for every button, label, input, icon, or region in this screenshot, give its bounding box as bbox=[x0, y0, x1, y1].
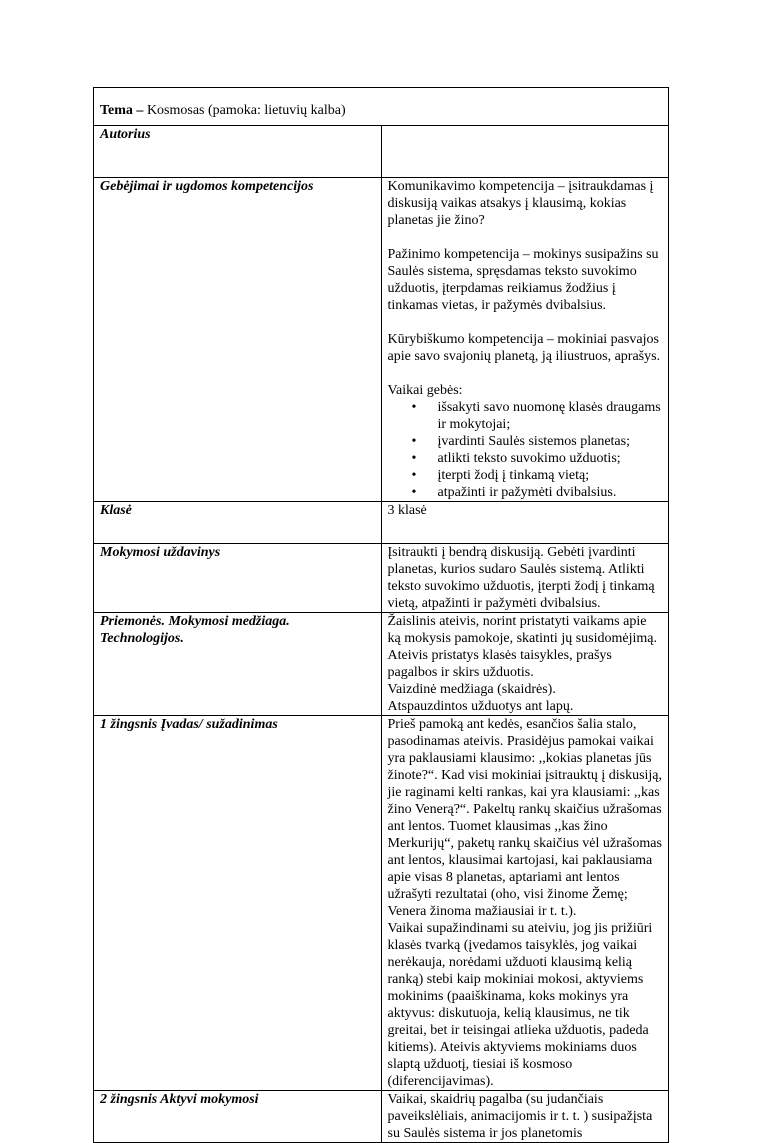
competence-creativity: Kūrybiškumo kompetencija – mokiniai pasvajos apie savo svajonių planetą, ją iliustruos, aprašys. bbox=[387, 332, 661, 364]
value-priemones bbox=[381, 613, 669, 716]
row-uzdavinys bbox=[94, 544, 669, 613]
label-zingsnis-2: 2 žingsnis Aktyvi mokymosi bbox=[94, 1091, 382, 1143]
row-autorius bbox=[94, 126, 669, 178]
row-zingsnis-2 bbox=[94, 1091, 669, 1143]
materials-line: Atspauzdintos užduotys ant lapų. bbox=[387, 699, 574, 714]
title-cell bbox=[94, 88, 669, 126]
step1-paragraph: Prieš pamoką ant kedės, esančios šalia stalo, pasodinamas ateivis. Prasidėjus pamokai vaikai yra paklausiami klausimo: ,,kokias planetas jūs žinote?“. Kad visi mokiniai įsitrauktų į diskusiją, jie raginami kelti rankas, kai yra klausiami: ,,kas žino Venerą?“. Pakeltų rankų skaičius užrašomas ant lentos. Tuomet klausimas ,,kas žino Merkurijų“, paketų rankų skaičius vėl užrašomas ant lentos, klausimai kartojasi, kai paklausiama apie visas 8 planetas, aptariami ant lentos užrašyti rezultatai (oho, visi žinome Žemę; Venera žinoma mažiausiai ir t. t.). bbox=[387, 717, 663, 919]
label-uzdavinys: Mokymosi uždavinys bbox=[94, 544, 382, 613]
value-uzdavinys: Įsitraukti į bendrą diskusiją. Gebėti įvardinti planetas, kurios sudaro Saulės sistemą. Atlikti teksto suvokimo užduotis, įterpti žodį į tinkamą vietą, atpažinti ir pažymėti dvibalsius. bbox=[381, 544, 669, 613]
row-klase bbox=[94, 502, 669, 544]
competence-cognition: Pažinimo kompetencija – mokinys susipažins su Saulės sistema, spręsdamas teksto suvokimo užduotis, įterpdamas reikiamus žodžius į tinkamas vietas, ir pažymės dvibalsius. bbox=[387, 247, 659, 313]
value-autorius bbox=[381, 126, 669, 178]
title-row bbox=[94, 88, 669, 126]
skills-list bbox=[388, 399, 663, 501]
row-priemones bbox=[94, 613, 669, 716]
row-gebejimai bbox=[94, 178, 669, 502]
label-klase: Klasė bbox=[94, 502, 382, 544]
list-item: • įvardinti Saulės sistemos planetas; bbox=[426, 433, 663, 450]
value-klase: 3 klasė bbox=[381, 502, 669, 544]
list-item: • atlikti teksto suvokimo užduotis; bbox=[426, 450, 663, 467]
label-priemones: Priemonės. Mokymosi medžiaga. Technologijos. bbox=[94, 613, 382, 716]
skills-intro: Vaikai gebės: bbox=[387, 383, 463, 398]
value-gebejimai bbox=[381, 178, 669, 502]
row-zingsnis-1 bbox=[94, 716, 669, 1091]
lesson-plan-page bbox=[93, 87, 669, 1143]
list-item: • išsakyti savo nuomonę klasės draugams ir mokytojai; bbox=[426, 399, 663, 433]
title-label: Tema – bbox=[100, 103, 144, 118]
materials-line: Vaizdinė medžiaga (skaidrės). bbox=[387, 682, 556, 697]
materials-line: Žaislinis ateivis, norint pristatyti vaikams apie ką mokysis pamokoje, skatinti jų susidomėjimą. Ateivis pristatys klasės taisykles, prašys pagalbos ir skirs užduotis. bbox=[387, 614, 657, 680]
value-zingsnis-2: Vaikai, skaidrių pagalba (su judančiais paveikslėliais, animacijomis ir t. t. ) susipažįsta su Saulės sistema ir jos planetomis bbox=[381, 1091, 669, 1143]
lesson-plan-table bbox=[93, 87, 669, 1143]
step1-paragraph: Vaikai supažindinami su ateiviu, jog jis prižiūri klasės tvarką (įvedamos taisyklės, jog vaikai nerėkauja, norėdami užduoti klausimą kelią ranką) stebi kaip mokiniai mokosi, aktyviems mokinims (paaiškinama, koks mokinys yra aktyvus: diskutuoja, kelią klausimus, ne tik greitai, bet ir teisingai atlieka užduotis, padeda kitiems). Ateivis aktyviems mokiniams duos slaptą užduotį, tiesiai iš kosmoso (diferencijavimas). bbox=[387, 921, 653, 1089]
label-gebejimai: Gebėjimai ir ugdomos kompetencijos bbox=[94, 178, 382, 502]
label-zingsnis-1: 1 žingsnis Įvadas/ sužadinimas bbox=[94, 716, 382, 1091]
competence-communication: Komunikavimo kompetencija – įsitraukdamas į diskusiją vaikas atsakys į klausimą, kokias planetas jie žino? bbox=[387, 179, 654, 228]
list-item: • atpažinti ir pažymėti dvibalsius. bbox=[426, 484, 663, 501]
list-item: • įterpti žodį į tinkamą vietą; bbox=[426, 467, 663, 484]
label-autorius: Autorius bbox=[94, 126, 382, 178]
title-text: Kosmosas (pamoka: lietuvių kalba) bbox=[143, 103, 346, 118]
value-zingsnis-1 bbox=[381, 716, 669, 1091]
